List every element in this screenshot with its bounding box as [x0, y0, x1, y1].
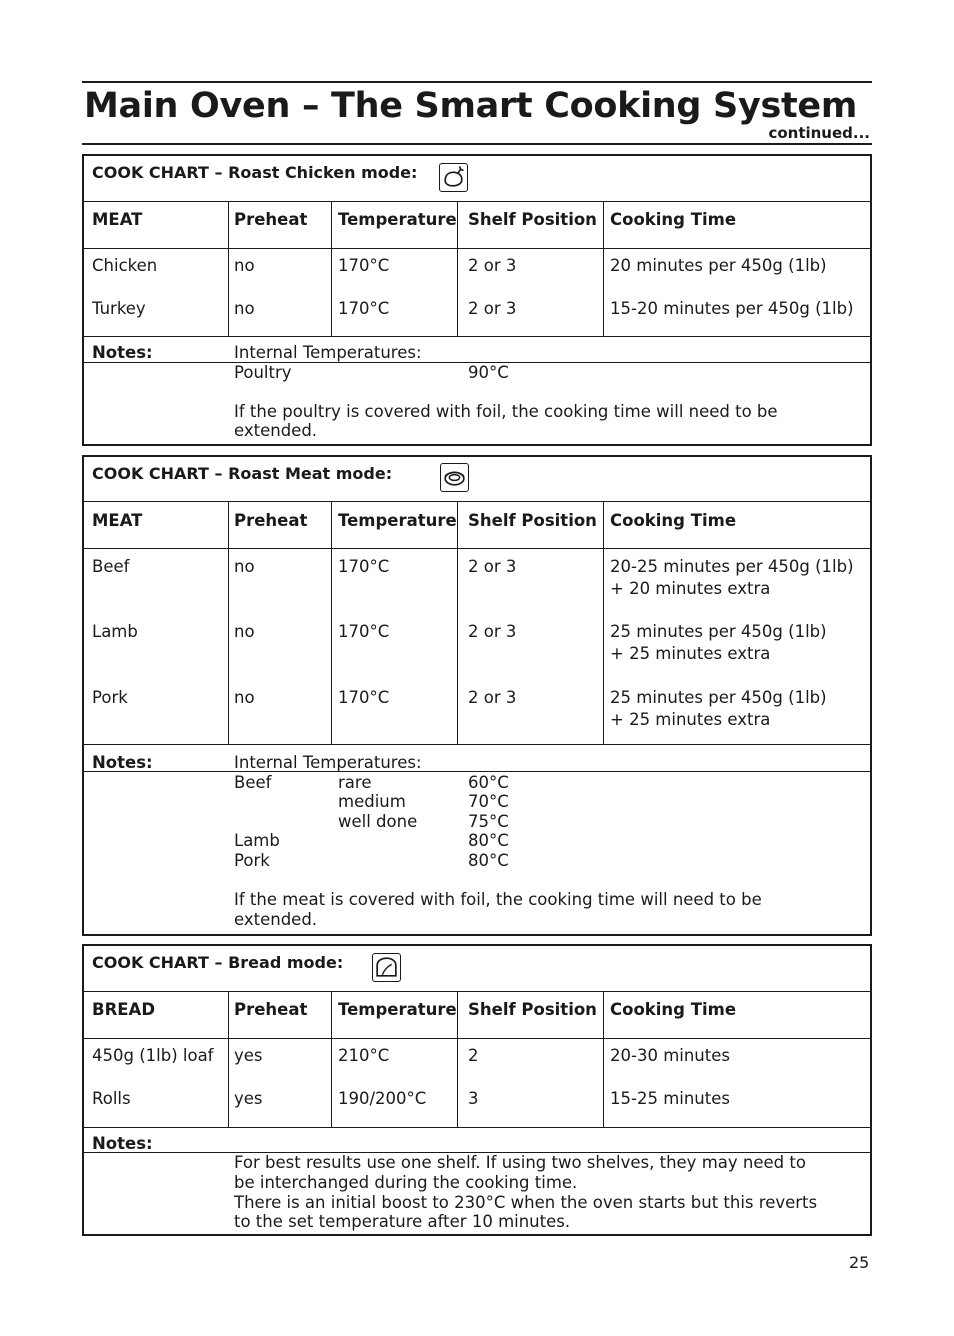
- column-divider: [457, 991, 458, 1127]
- column-divider: [331, 201, 332, 336]
- column-divider: [603, 501, 604, 744]
- table-cell: Rolls: [92, 1089, 131, 1108]
- cook-chart-roast-meat: [82, 455, 872, 936]
- notes-text: be interchanged during the cooking time.: [234, 1173, 578, 1192]
- table-cell: Chicken: [92, 256, 158, 275]
- page-number: 25: [849, 1253, 870, 1272]
- column-header: Temperature: [338, 511, 457, 530]
- table-rule: [84, 991, 870, 992]
- column-divider: [603, 991, 604, 1127]
- notes-heading: Internal Temperatures:: [234, 753, 422, 772]
- notes-text: extended.: [234, 421, 318, 440]
- table-cell: 170°C: [338, 688, 390, 707]
- column-divider: [457, 201, 458, 336]
- table-cell: no: [234, 557, 255, 576]
- notes-heading: Internal Temperatures:: [234, 343, 422, 362]
- column-header: Shelf Position: [468, 1000, 597, 1019]
- chart-caption: COOK CHART – Roast Chicken mode:: [92, 163, 418, 182]
- table-cell: 450g (1lb) loaf: [92, 1046, 214, 1065]
- table-cell: 2 or 3: [468, 688, 517, 707]
- table-cell: 15-25 minutes: [610, 1089, 730, 1108]
- table-cell: 170°C: [338, 557, 390, 576]
- table-cell: + 25 minutes extra: [610, 710, 771, 729]
- column-header: Cooking Time: [610, 511, 737, 530]
- temp-value: 80°C: [468, 851, 509, 870]
- temp-value: 75°C: [468, 812, 509, 831]
- table-cell: no: [234, 256, 255, 275]
- table-cell: 15-20 minutes per 450g (1lb): [610, 299, 854, 318]
- roast-meat-icon: [440, 463, 469, 492]
- table-cell: 190/200°C: [338, 1089, 427, 1108]
- table-cell: 20-25 minutes per 450g (1lb): [610, 557, 854, 576]
- chart-caption: COOK CHART – Roast Meat mode:: [92, 464, 393, 483]
- temp-level: rare: [338, 773, 372, 792]
- notes-label: Notes:: [92, 753, 153, 772]
- column-divider: [331, 991, 332, 1127]
- column-header: Cooking Time: [610, 210, 737, 229]
- table-cell: 2 or 3: [468, 256, 517, 275]
- column-divider: [603, 201, 604, 336]
- table-cell: 3: [468, 1089, 479, 1108]
- table-cell: 210°C: [338, 1046, 390, 1065]
- table-cell: no: [234, 688, 255, 707]
- temp-level: medium: [338, 792, 406, 811]
- table-cell: yes: [234, 1046, 263, 1065]
- table-cell: + 20 minutes extra: [610, 579, 771, 598]
- column-header: MEAT: [92, 210, 143, 229]
- temp-item: Lamb: [234, 831, 280, 850]
- title-bottom-rule: [82, 143, 872, 145]
- table-cell: 2 or 3: [468, 557, 517, 576]
- temp-item: Pork: [234, 851, 270, 870]
- table-rule: [84, 501, 870, 502]
- notes-text: For best results use one shelf. If using two shelves, they may need to: [234, 1153, 806, 1172]
- title-top-rule: [82, 81, 872, 83]
- table-cell: 20 minutes per 450g (1lb): [610, 256, 827, 275]
- page-title: Main Oven – The Smart Cooking System: [84, 86, 858, 126]
- table-cell: Turkey: [92, 299, 146, 318]
- column-divider: [331, 501, 332, 744]
- table-cell: 2: [468, 1046, 479, 1065]
- column-header: BREAD: [92, 1000, 156, 1019]
- table-cell: 25 minutes per 450g (1lb): [610, 622, 827, 641]
- notes-text: extended.: [234, 910, 318, 929]
- table-cell: yes: [234, 1089, 263, 1108]
- temp-value: 80°C: [468, 831, 509, 850]
- temp-value: 90°C: [468, 363, 509, 382]
- table-rule: [84, 1127, 870, 1128]
- table-rule: [84, 771, 870, 772]
- column-header: Preheat: [234, 1000, 308, 1019]
- table-cell: no: [234, 622, 255, 641]
- cook-chart-bread: [82, 944, 872, 1236]
- bread-icon: [372, 953, 401, 982]
- column-header: Temperature: [338, 210, 457, 229]
- table-cell: 25 minutes per 450g (1lb): [610, 688, 827, 707]
- column-header: Preheat: [234, 511, 308, 530]
- notes-text: If the meat is covered with foil, the cooking time will need to be: [234, 890, 762, 909]
- table-cell: 2 or 3: [468, 299, 517, 318]
- table-rule: [84, 1038, 870, 1039]
- table-cell: 170°C: [338, 299, 390, 318]
- temp-value: 70°C: [468, 792, 509, 811]
- table-rule: [84, 744, 870, 745]
- table-rule: [84, 548, 870, 549]
- notes-text: If the poultry is covered with foil, the cooking time will need to be: [234, 402, 778, 421]
- column-header: Shelf Position: [468, 511, 597, 530]
- table-rule: [84, 201, 870, 202]
- column-header: Preheat: [234, 210, 308, 229]
- continued-label: continued...: [768, 124, 870, 142]
- column-header: MEAT: [92, 511, 143, 530]
- column-divider: [228, 201, 229, 336]
- table-rule: [84, 248, 870, 249]
- column-divider: [228, 501, 229, 744]
- roast-chicken-icon: [439, 163, 468, 192]
- table-cell: + 25 minutes extra: [610, 644, 771, 663]
- chart-caption: COOK CHART – Bread mode:: [92, 953, 344, 972]
- column-divider: [228, 991, 229, 1127]
- table-cell: no: [234, 299, 255, 318]
- column-header: Shelf Position: [468, 210, 597, 229]
- notes-text: to the set temperature after 10 minutes.: [234, 1212, 571, 1231]
- temp-item: Beef: [234, 773, 272, 792]
- column-header: Temperature: [338, 1000, 457, 1019]
- table-rule: [84, 336, 870, 337]
- temp-item: Poultry: [234, 363, 292, 382]
- table-cell: 20-30 minutes: [610, 1046, 730, 1065]
- table-cell: 170°C: [338, 622, 390, 641]
- notes-label: Notes:: [92, 343, 153, 362]
- table-cell: Pork: [92, 688, 128, 707]
- table-cell: Lamb: [92, 622, 138, 641]
- table-cell: Beef: [92, 557, 130, 576]
- temp-value: 60°C: [468, 773, 509, 792]
- temp-level: well done: [338, 812, 418, 831]
- table-cell: 2 or 3: [468, 622, 517, 641]
- notes-label: Notes:: [92, 1134, 153, 1153]
- cook-chart-roast-chicken: [82, 154, 872, 446]
- column-divider: [457, 501, 458, 744]
- table-cell: 170°C: [338, 256, 390, 275]
- notes-text: There is an initial boost to 230°C when the oven starts but this reverts: [234, 1193, 818, 1212]
- column-header: Cooking Time: [610, 1000, 737, 1019]
